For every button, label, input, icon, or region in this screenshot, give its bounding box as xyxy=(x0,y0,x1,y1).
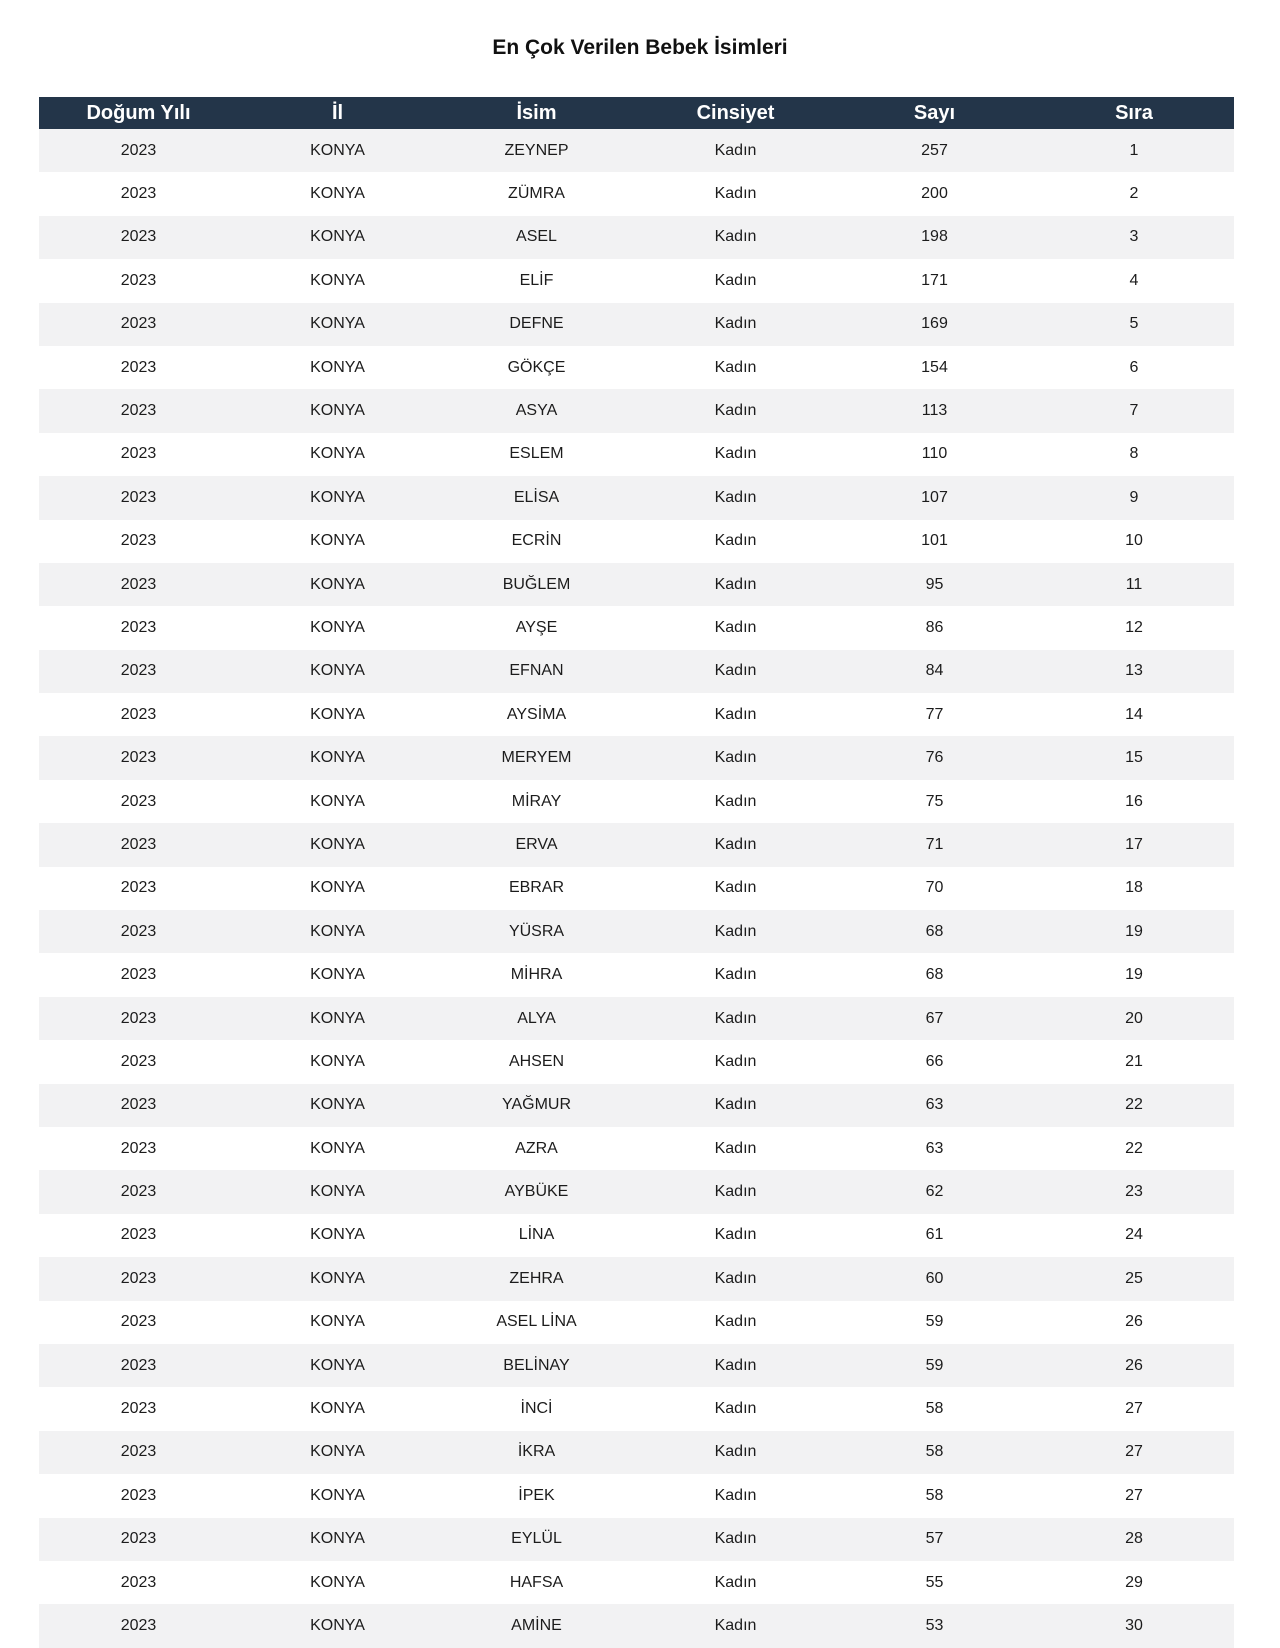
table-row xyxy=(39,953,1234,996)
gender-cell: Kadın xyxy=(714,966,757,984)
birth-year-cell: 2023 xyxy=(120,358,157,376)
name-cell: EYLÜL xyxy=(511,1530,562,1548)
count-cell: 257 xyxy=(921,141,948,159)
rank-cell: 27 xyxy=(1125,1486,1143,1504)
rank-cell: 11 xyxy=(1125,575,1143,593)
province-cell: KONYA xyxy=(310,1313,365,1331)
table-row xyxy=(39,1170,1234,1213)
table-row xyxy=(39,1344,1234,1387)
count-cell: 198 xyxy=(921,228,948,246)
count-cell: 75 xyxy=(925,792,944,810)
gender-cell: Kadın xyxy=(714,1616,757,1634)
count-cell: 59 xyxy=(925,1313,944,1331)
table-row xyxy=(39,606,1234,649)
name-cell: YÜSRA xyxy=(508,922,565,940)
birth-year-cell: 2023 xyxy=(120,1400,157,1418)
count-cell: 59 xyxy=(925,1356,944,1374)
name-cell: İKRA xyxy=(517,1443,556,1461)
birth-year-cell: 2023 xyxy=(120,402,157,420)
province-cell: KONYA xyxy=(310,185,365,203)
province-cell: KONYA xyxy=(310,532,365,550)
header-province: İl xyxy=(331,101,344,124)
rank-cell: 15 xyxy=(1125,749,1143,767)
province-cell: KONYA xyxy=(310,228,365,246)
birth-year-cell: 2023 xyxy=(120,488,157,506)
count-cell: 60 xyxy=(925,1269,944,1287)
count-cell: 154 xyxy=(921,358,948,376)
table-row xyxy=(39,1040,1234,1083)
name-cell: ERVA xyxy=(515,835,558,853)
table-row xyxy=(39,867,1234,910)
province-cell: KONYA xyxy=(310,662,365,680)
rank-cell: 9 xyxy=(1129,488,1139,506)
table-row xyxy=(39,1084,1234,1127)
province-cell: KONYA xyxy=(310,575,365,593)
province-cell: KONYA xyxy=(310,1530,365,1548)
rank-cell: 18 xyxy=(1125,879,1143,897)
birth-year-cell: 2023 xyxy=(120,271,157,289)
table-row xyxy=(39,1604,1234,1647)
table-row xyxy=(39,780,1234,823)
table-row xyxy=(39,259,1234,302)
gender-cell: Kadın xyxy=(714,228,757,246)
table-row xyxy=(39,1518,1234,1561)
birth-year-cell: 2023 xyxy=(120,618,157,636)
birth-year-cell: 2023 xyxy=(120,1052,157,1070)
birth-year-cell: 2023 xyxy=(120,705,157,723)
header-count: Sayı xyxy=(913,101,956,124)
names-table xyxy=(39,97,1234,1648)
birth-year-cell: 2023 xyxy=(120,1226,157,1244)
rank-cell: 5 xyxy=(1129,315,1139,333)
birth-year-cell: 2023 xyxy=(120,315,157,333)
province-cell: KONYA xyxy=(310,141,365,159)
table-row xyxy=(39,389,1234,432)
count-cell: 61 xyxy=(925,1226,944,1244)
name-cell: AYBÜKE xyxy=(504,1183,569,1201)
rank-cell: 16 xyxy=(1125,792,1143,810)
birth-year-cell: 2023 xyxy=(120,228,157,246)
name-cell: ZEYNEP xyxy=(504,141,569,159)
gender-cell: Kadın xyxy=(714,1313,757,1331)
page-title: En Çok Verilen Bebek İsimleri xyxy=(492,36,788,59)
province-cell: KONYA xyxy=(310,1573,365,1591)
count-cell: 58 xyxy=(925,1486,944,1504)
gender-cell: Kadın xyxy=(714,1096,757,1114)
count-cell: 62 xyxy=(925,1183,944,1201)
rank-cell: 12 xyxy=(1125,618,1143,636)
birth-year-cell: 2023 xyxy=(120,1530,157,1548)
table-row xyxy=(39,997,1234,1040)
rank-cell: 3 xyxy=(1129,228,1139,246)
table-row xyxy=(39,650,1234,693)
rank-cell: 2 xyxy=(1129,185,1139,203)
name-cell: YAĞMUR xyxy=(501,1096,572,1114)
rank-cell: 24 xyxy=(1125,1226,1143,1244)
table-row xyxy=(39,476,1234,519)
count-cell: 84 xyxy=(925,662,944,680)
gender-cell: Kadın xyxy=(714,662,757,680)
count-cell: 110 xyxy=(921,445,948,463)
province-cell: KONYA xyxy=(310,488,365,506)
header-birth-year: Doğum Yılı xyxy=(86,101,191,124)
count-cell: 95 xyxy=(925,575,944,593)
rank-cell: 26 xyxy=(1125,1313,1143,1331)
gender-cell: Kadın xyxy=(714,358,757,376)
header-gender: Cinsiyet xyxy=(696,101,775,124)
count-cell: 63 xyxy=(925,1096,944,1114)
count-cell: 107 xyxy=(921,488,948,506)
birth-year-cell: 2023 xyxy=(120,1313,157,1331)
gender-cell: Kadın xyxy=(714,1139,757,1157)
name-cell: ELİF xyxy=(519,271,554,289)
province-cell: KONYA xyxy=(310,1226,365,1244)
count-cell: 66 xyxy=(925,1052,944,1070)
count-cell: 68 xyxy=(925,922,944,940)
header-rank: Sıra xyxy=(1115,101,1153,124)
gender-cell: Kadın xyxy=(714,705,757,723)
province-cell: KONYA xyxy=(310,966,365,984)
gender-cell: Kadın xyxy=(714,749,757,767)
gender-cell: Kadın xyxy=(714,1530,757,1548)
birth-year-cell: 2023 xyxy=(120,445,157,463)
count-cell: 57 xyxy=(925,1530,944,1548)
birth-year-cell: 2023 xyxy=(120,749,157,767)
rank-cell: 20 xyxy=(1125,1009,1143,1027)
gender-cell: Kadın xyxy=(714,1400,757,1418)
table-row xyxy=(39,823,1234,866)
birth-year-cell: 2023 xyxy=(120,1486,157,1504)
count-cell: 76 xyxy=(925,749,944,767)
province-cell: KONYA xyxy=(310,1443,365,1461)
count-cell: 77 xyxy=(925,705,944,723)
rank-cell: 22 xyxy=(1125,1096,1143,1114)
birth-year-cell: 2023 xyxy=(120,1096,157,1114)
gender-cell: Kadın xyxy=(714,1269,757,1287)
rank-cell: 10 xyxy=(1125,532,1143,550)
birth-year-cell: 2023 xyxy=(120,1139,157,1157)
count-cell: 169 xyxy=(921,315,948,333)
province-cell: KONYA xyxy=(310,749,365,767)
name-cell: ZEHRA xyxy=(509,1269,564,1287)
birth-year-cell: 2023 xyxy=(120,185,157,203)
count-cell: 113 xyxy=(921,402,948,420)
gender-cell: Kadın xyxy=(714,1226,757,1244)
gender-cell: Kadın xyxy=(714,271,757,289)
province-cell: KONYA xyxy=(310,922,365,940)
table-row xyxy=(39,1474,1234,1517)
name-cell: ELİSA xyxy=(513,488,560,506)
rank-cell: 26 xyxy=(1125,1356,1143,1374)
table-row xyxy=(39,1214,1234,1257)
rank-cell: 8 xyxy=(1129,445,1139,463)
gender-cell: Kadın xyxy=(714,1356,757,1374)
province-cell: KONYA xyxy=(310,1009,365,1027)
table-row xyxy=(39,129,1234,172)
rank-cell: 14 xyxy=(1125,705,1143,723)
name-cell: ASEL LİNA xyxy=(496,1313,577,1331)
gender-cell: Kadın xyxy=(714,1443,757,1461)
province-cell: KONYA xyxy=(310,705,365,723)
birth-year-cell: 2023 xyxy=(120,1183,157,1201)
gender-cell: Kadın xyxy=(714,1009,757,1027)
name-cell: HAFSA xyxy=(509,1573,564,1591)
name-cell: ASEL xyxy=(516,228,557,246)
province-cell: KONYA xyxy=(310,1139,365,1157)
gender-cell: Kadın xyxy=(714,488,757,506)
count-cell: 67 xyxy=(925,1009,944,1027)
count-cell: 55 xyxy=(925,1573,944,1591)
gender-cell: Kadın xyxy=(714,922,757,940)
gender-cell: Kadın xyxy=(714,185,757,203)
gender-cell: Kadın xyxy=(714,1486,757,1504)
gender-cell: Kadın xyxy=(714,141,757,159)
province-cell: KONYA xyxy=(310,358,365,376)
gender-cell: Kadın xyxy=(714,575,757,593)
province-cell: KONYA xyxy=(310,618,365,636)
province-cell: KONYA xyxy=(310,879,365,897)
gender-cell: Kadın xyxy=(714,879,757,897)
table-row xyxy=(39,736,1234,779)
name-cell: AYŞE xyxy=(515,618,558,636)
name-cell: LİNA xyxy=(518,1226,555,1244)
name-cell: BELİNAY xyxy=(503,1356,570,1374)
name-cell: DEFNE xyxy=(509,315,564,333)
table-body xyxy=(39,129,1234,1648)
name-cell: AMİNE xyxy=(511,1616,562,1634)
count-cell: 68 xyxy=(925,966,944,984)
table-header xyxy=(39,97,1234,129)
rank-cell: 28 xyxy=(1125,1530,1143,1548)
birth-year-cell: 2023 xyxy=(120,1573,157,1591)
table-row xyxy=(39,1301,1234,1344)
birth-year-cell: 2023 xyxy=(120,532,157,550)
birth-year-cell: 2023 xyxy=(120,1616,157,1634)
rank-cell: 29 xyxy=(1125,1573,1143,1591)
table-row xyxy=(39,520,1234,563)
table-row xyxy=(39,563,1234,606)
table-row xyxy=(39,1387,1234,1430)
count-cell: 86 xyxy=(925,618,944,636)
name-cell: EFNAN xyxy=(509,662,564,680)
name-cell: İNCİ xyxy=(520,1400,553,1418)
province-cell: KONYA xyxy=(310,1269,365,1287)
count-cell: 200 xyxy=(921,185,948,203)
table-row xyxy=(39,303,1234,346)
birth-year-cell: 2023 xyxy=(120,792,157,810)
count-cell: 171 xyxy=(921,271,948,289)
rank-cell: 27 xyxy=(1125,1443,1143,1461)
table-row xyxy=(39,693,1234,736)
birth-year-cell: 2023 xyxy=(120,879,157,897)
name-cell: MİRAY xyxy=(511,792,562,810)
province-cell: KONYA xyxy=(310,1616,365,1634)
name-cell: MİHRA xyxy=(510,966,563,984)
gender-cell: Kadın xyxy=(714,445,757,463)
count-cell: 58 xyxy=(925,1443,944,1461)
province-cell: KONYA xyxy=(310,271,365,289)
birth-year-cell: 2023 xyxy=(120,922,157,940)
table-row xyxy=(39,1257,1234,1300)
rank-cell: 6 xyxy=(1129,358,1139,376)
rank-cell: 7 xyxy=(1129,402,1139,420)
gender-cell: Kadın xyxy=(714,402,757,420)
name-cell: AZRA xyxy=(515,1139,558,1157)
table-row xyxy=(39,1431,1234,1474)
province-cell: KONYA xyxy=(310,402,365,420)
province-cell: KONYA xyxy=(310,1183,365,1201)
birth-year-cell: 2023 xyxy=(120,1356,157,1374)
gender-cell: Kadın xyxy=(714,1183,757,1201)
province-cell: KONYA xyxy=(310,1052,365,1070)
rank-cell: 19 xyxy=(1125,966,1143,984)
table-row xyxy=(39,346,1234,389)
province-cell: KONYA xyxy=(310,315,365,333)
name-cell: ZÜMRA xyxy=(508,185,565,203)
province-cell: KONYA xyxy=(310,792,365,810)
rank-cell: 4 xyxy=(1129,271,1139,289)
name-cell: MERYEM xyxy=(501,749,572,767)
table-row xyxy=(39,216,1234,259)
birth-year-cell: 2023 xyxy=(120,141,157,159)
rank-cell: 21 xyxy=(1125,1052,1143,1070)
birth-year-cell: 2023 xyxy=(120,1443,157,1461)
table-row xyxy=(39,433,1234,476)
count-cell: 53 xyxy=(925,1616,944,1634)
birth-year-cell: 2023 xyxy=(120,1009,157,1027)
table-row xyxy=(39,1127,1234,1170)
name-cell: İPEK xyxy=(518,1486,555,1504)
rank-cell: 17 xyxy=(1125,835,1143,853)
rank-cell: 13 xyxy=(1125,662,1143,680)
name-cell: EBRAR xyxy=(508,879,565,897)
rank-cell: 19 xyxy=(1125,922,1143,940)
table-row xyxy=(39,910,1234,953)
name-cell: ASYA xyxy=(515,402,558,420)
birth-year-cell: 2023 xyxy=(120,966,157,984)
province-cell: KONYA xyxy=(310,1400,365,1418)
rank-cell: 1 xyxy=(1129,141,1139,159)
rank-cell: 25 xyxy=(1125,1269,1143,1287)
rank-cell: 22 xyxy=(1125,1139,1143,1157)
name-cell: AHSEN xyxy=(508,1052,565,1070)
province-cell: KONYA xyxy=(310,1096,365,1114)
name-cell: ECRİN xyxy=(511,532,562,550)
birth-year-cell: 2023 xyxy=(120,1269,157,1287)
gender-cell: Kadın xyxy=(714,315,757,333)
rank-cell: 27 xyxy=(1125,1400,1143,1418)
header-name: İsim xyxy=(516,101,557,124)
gender-cell: Kadın xyxy=(714,1052,757,1070)
gender-cell: Kadın xyxy=(714,532,757,550)
gender-cell: Kadın xyxy=(714,835,757,853)
count-cell: 101 xyxy=(921,532,948,550)
name-cell: GÖKÇE xyxy=(507,358,566,376)
count-cell: 63 xyxy=(925,1139,944,1157)
name-cell: ESLEM xyxy=(509,445,564,463)
count-cell: 70 xyxy=(925,879,944,897)
province-cell: KONYA xyxy=(310,445,365,463)
count-cell: 58 xyxy=(925,1400,944,1418)
rank-cell: 23 xyxy=(1125,1183,1143,1201)
gender-cell: Kadın xyxy=(714,1573,757,1591)
name-cell: AYSİMA xyxy=(506,705,567,723)
gender-cell: Kadın xyxy=(714,792,757,810)
birth-year-cell: 2023 xyxy=(120,662,157,680)
province-cell: KONYA xyxy=(310,835,365,853)
gender-cell: Kadın xyxy=(714,618,757,636)
rank-cell: 30 xyxy=(1125,1616,1143,1634)
table-row xyxy=(39,172,1234,215)
birth-year-cell: 2023 xyxy=(120,575,157,593)
name-cell: BUĞLEM xyxy=(502,575,571,593)
table-row xyxy=(39,1561,1234,1604)
count-cell: 71 xyxy=(925,835,944,853)
name-cell: ALYA xyxy=(517,1009,556,1027)
birth-year-cell: 2023 xyxy=(120,835,157,853)
province-cell: KONYA xyxy=(310,1356,365,1374)
province-cell: KONYA xyxy=(310,1486,365,1504)
